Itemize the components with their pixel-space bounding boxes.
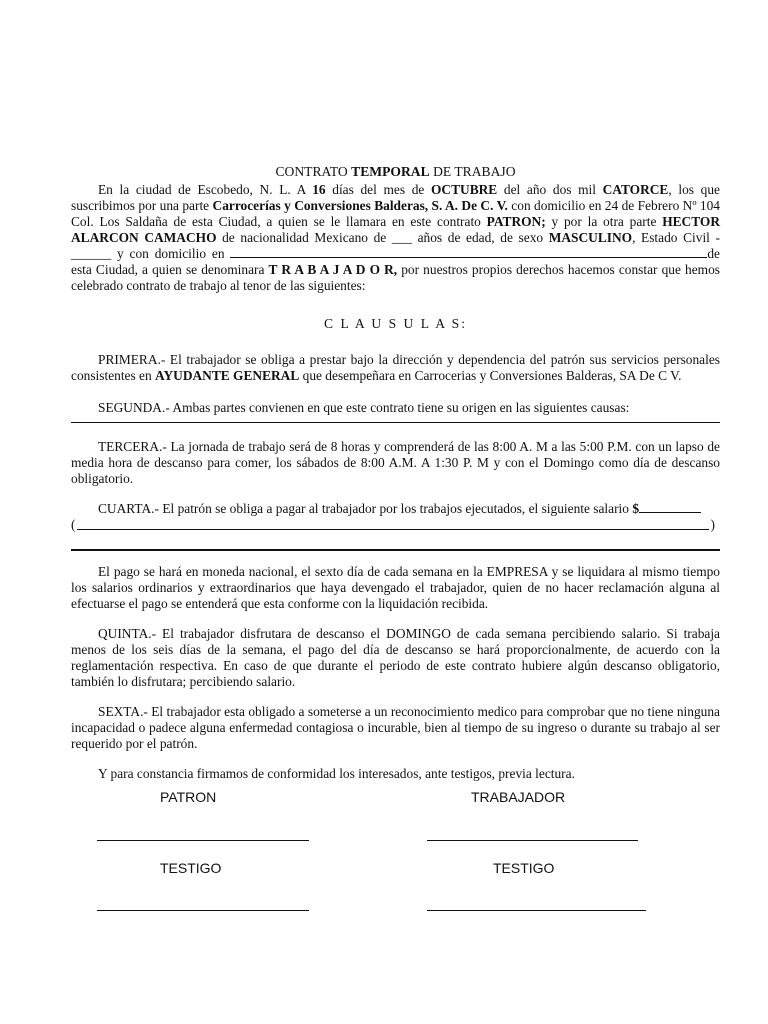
signature-label-testigo-1: TESTIGO: [160, 860, 222, 876]
clause-quinta: QUINTA.- El trabajador disfrutara de descanso el DOMINGO de cada semana percibiendo salario. Si trabaja menos de los seis días de la semana, el pago del día de descanso se hará proporcionalmente, de acuerdo con la reglamentación respectiva. En caso de que durante el periodo de este contrato hubiere algún descanso obligatorio, también lo disfrutara; percibiendo salario.: [71, 626, 720, 689]
signature-line-patron: [97, 840, 309, 841]
section-divider: [71, 549, 720, 551]
salary-words-blank: [77, 529, 708, 530]
signature-label-patron: PATRON: [160, 789, 217, 805]
address-blank: [230, 246, 707, 258]
signature-line-testigo-1: [97, 910, 309, 911]
contract-day: 16: [312, 182, 326, 197]
document-title: [71, 164, 720, 180]
clause-segunda: SEGUNDA.- Ambas partes convienen en que este contrato tiene su origen en las siguientes causas:: [98, 400, 630, 415]
worker-sex: MASCULINO: [548, 230, 633, 245]
job-role: AYUDANTE GENERAL: [155, 368, 300, 383]
contract-body: [71, 164, 720, 782]
salary-symbol: $: [632, 501, 640, 516]
signature-line-testigo-2: [427, 910, 646, 911]
clause-primera: PRIMERA.- El trabajador se obliga a prestar bajo la dirección y dependencia del patrón sus servicios personales consistentes en AYUDANTE GENERAL que desempeñara en Carrocerias y Conversiones Balderas, SA De C V.: [71, 352, 720, 383]
clause-pago: El pago se hará en moneda nacional, el sexto día de cada semana en la EMPRESA y se liquidara al mismo tiempo los salarios ordinarios y extraordinarios que haya devengado el trabajador, quien de no hacer reclamación alguna al efectuarse el pago se entenderá que esta conforme con la liquidación recibida.: [71, 564, 720, 611]
salary-words-row: ( ): [71, 517, 715, 532]
salary-blank: [639, 501, 701, 513]
closing-statement: Y para constancia firmamos de conformidad los interesados, ante testigos, previa lectura.: [98, 766, 575, 781]
contract-month: OCTUBRE: [431, 182, 498, 197]
title-bold: TEMPORAL: [351, 164, 430, 179]
company-name: Carrocerías y Conversiones Balderas, S. A. De C. V.: [212, 198, 508, 213]
title-prefix: CONTRATO: [275, 164, 352, 179]
trabajador-term: T R A B A J A D O R,: [268, 262, 398, 277]
clause-tercera: TERCERA.- La jornada de trabajo será de 8 horas y comprenderá de las 8:00 A. M a las 5:00 P.M. con un lapso de media hora de descanso para comer, los sábados de 8:00 A.M. A 1:30 P. M y con el Domingo como día de descanso obligatorio.: [71, 439, 720, 486]
title-suffix: DE TRABAJO: [429, 164, 516, 179]
patron-term: PATRON;: [486, 214, 546, 229]
clause-sexta: SEXTA.- El trabajador esta obligado a someterse a un reconocimiento medico para comprobar que no tiene ninguna incapacidad o padece alguna enfermedad contagiosa o incurable, bien al tiempo de su ingreso o durante su trabajo al ser requerido por el patrón.: [71, 704, 720, 751]
contract-year: CATORCE: [602, 182, 669, 197]
signature-line-trabajador: [427, 840, 638, 841]
worker-name: HECTOR ALARCON CAMACHO: [71, 214, 720, 245]
segunda-blank-line: [71, 422, 720, 423]
clause-cuarta: CUARTA.- El patrón se obliga a pagar al trabajador por los trabajos ejecutados, el siguiente salario $: [71, 501, 720, 517]
clausulas-heading: C L A U S U L A S:: [323, 316, 468, 331]
signature-label-testigo-2: TESTIGO: [493, 860, 555, 876]
intro-paragraph: En la ciudad de Escobedo, N. L. A 16 días del mes de OCTUBRE del año dos mil CATORCE, los que suscribimos por una parte Carrocerías y Conversiones Balderas, S. A. De C. V. con domicilio en 24 de Febrero Nº 104 Col. Los Saldaña de esta Ciudad, a quien se le llamara en este contrato PATRON; y por la otra parte HECTOR ALARCON CAMACHO de nacionalidad Mexicano de ___ años de edad, de sexo MASCULINO, Estado Civil - ______ y con domicilio en de esta Ciudad, a quien se denominara T R A B A J A D O R, por nuestros propios derechos hacemos constar que hemos celebrado contrato de trabajo al tenor de las siguientes:: [71, 182, 720, 293]
signature-label-trabajador: TRABAJADOR: [471, 789, 566, 805]
